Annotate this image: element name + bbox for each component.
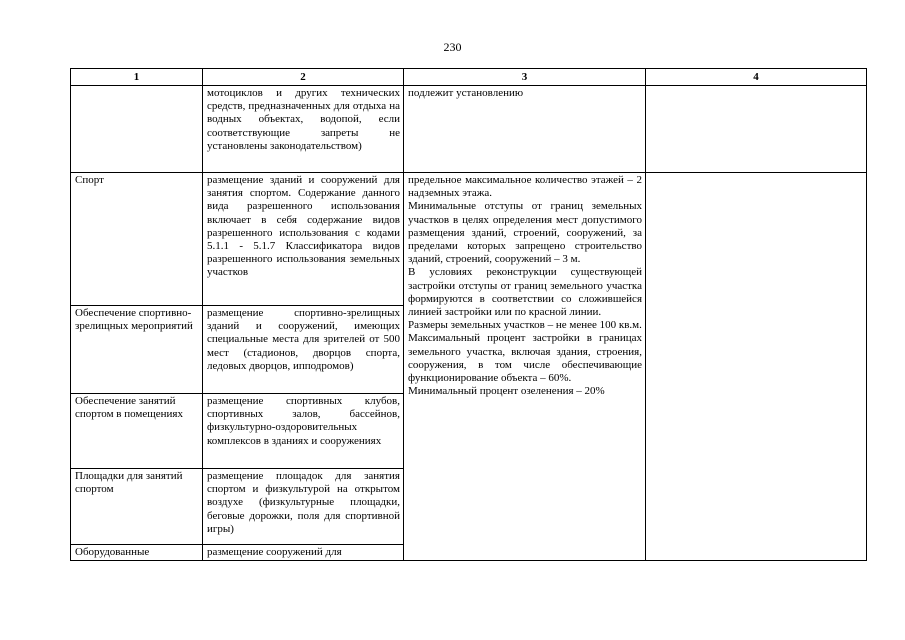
restrictions-cell [646,173,867,561]
use-name: Обеспечение спортивно-зрелищных мероприятий [71,306,203,394]
use-name: Спорт [71,173,203,306]
parameter-paragraph: Минимальный процент озеленения – 20% [408,385,605,398]
table-row [71,173,867,306]
parameter-paragraph: В условиях реконструкции существующей застройки отступы от границ земельного участка формируются в соответствии со сложившейся линией застройки или по красной линии. [408,266,642,319]
parameter-paragraph: Максимальный процент застройки в границах земельного участка, включая здания, строения, сооружения, в том числе обеспечивающие функционирование объекта – 60%. [408,332,642,385]
use-description: размещение площадок для занятия спортом и физкультурой на открытом воздухе (физкультурные площадки, беговые дорожки, поля для спортивной игры) [203,469,404,545]
use-description: размещение сооружений для [203,545,404,561]
header-row [71,69,867,86]
continuation-col-4 [646,86,867,173]
continuation-col-1 [71,86,203,173]
page-number: 230 [443,40,462,54]
parameter-paragraph: Размеры земельных участков – не менее 100 кв.м. [408,319,642,332]
use-description: размещение зданий и сооружений для занятия спортом. Содержание данного вида разрешенного использования включает в себя содержание видов разрешенного использования с кодами 5.1.1 - 5.1.7 Классификатора видов разрешенного использования земельных участков [203,173,404,306]
header-col-4: 4 [646,69,867,86]
land-use-table [70,68,867,561]
continuation-parameters: подлежит установлению [404,86,646,173]
use-name: Оборудованные [71,545,203,561]
parameters-cell [404,173,646,561]
header-col-3: 3 [404,69,646,86]
use-description: размещение спортивно-зрелищных зданий и сооружений, имеющих специальные места для зрителей от 500 мест (стадионов, дворцов спорта, ледовых дворцов, ипподромов) [203,306,404,394]
continuation-row [71,86,867,173]
use-name: Площадки для занятий спортом [71,469,203,545]
continuation-description: мотоциклов и других технических средств, предназначенных для отдыха на водных объектах, водопой, если соответствующие запреты не установлены законодательством) [203,86,404,173]
header-col-1: 1 [71,69,203,86]
use-description: размещение спортивных клубов, спортивных залов, бассейнов, физкультурно-оздоровительных комплексов в зданиях и сооружениях [203,394,404,469]
header-col-2: 2 [203,69,404,86]
parameter-paragraph: Минимальные отступы от границ земельных участков в целях определения мест допустимого размещения зданий, строений, сооружений, за пределами которых запрещено строительство зданий, строений, сооружений – 3 м. [408,200,642,266]
parameter-paragraph: предельное максимальное количество этажей – 2 надземных этажа. [408,174,642,200]
use-name: Обеспечение занятий спортом в помещениях [71,394,203,469]
